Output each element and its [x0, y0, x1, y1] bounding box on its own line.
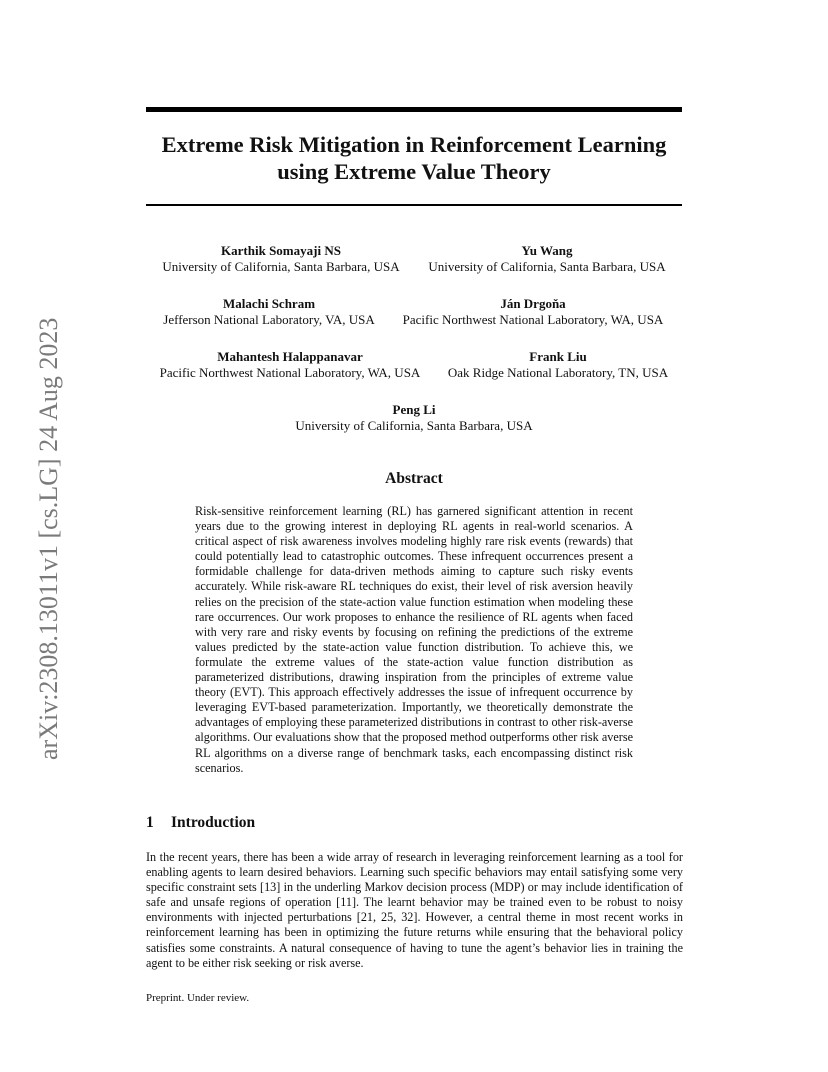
paper-title [140, 131, 688, 185]
title-bottom-rule [146, 204, 682, 206]
author-name: Yu Wang [521, 243, 573, 258]
author-block [150, 243, 412, 275]
author-name: Frank Liu [529, 349, 587, 364]
author-affiliation: University of California, Santa Barbara, USA [162, 259, 400, 274]
author-name: Ján Drgoňa [500, 296, 566, 311]
paper-title-line-2: using Extreme Value Theory [277, 159, 551, 184]
author-affiliation: University of California, Santa Barbara, USA [428, 259, 666, 274]
footer-note: Preprint. Under review. [146, 992, 250, 1004]
author-affiliation: Oak Ridge National Laboratory, TN, USA [447, 365, 669, 380]
section-number: 1 [146, 814, 154, 831]
author-affiliation: Pacific Northwest National Laboratory, WA, USA [159, 365, 421, 380]
arxiv-stamp: arXiv:2308.13011v1 [cs.LG] 24 Aug 2023 [34, 317, 63, 760]
author-name: Malachi Schram [222, 296, 316, 311]
introduction-body: In the recent years, there has been a wide array of research in leveraging reinforcement learning as a tool for enabling agents to learn desired behaviors. Learning such specific behaviors may entail satisfying some very specific constraint sets [13] in the underling Markov decision process (MDP) or may include identification of safe and unsafe regions of operation [11]. The learnt behavior may be trained even to be robust to noisy environments with injected perturbations [21, 25, 32]. However, a central theme in most recent works in reinforcement learning has been in optimizing the future returns while ensuring that the behavioral policy satisfies some constraints. A natural consequence of having to tune the agent’s behavior lies in training the agent to be either risk seeking or risk averse. [146, 850, 683, 970]
author-name: Karthik Somayaji NS [221, 243, 341, 258]
author-block [436, 349, 680, 381]
author-block [415, 243, 679, 275]
section-title: Introduction [171, 814, 256, 831]
author-block [150, 296, 388, 328]
author-block [390, 296, 676, 328]
paper-title-line-1: Extreme Risk Mitigation in Reinforcement Learning [161, 132, 667, 157]
author-affiliation: Pacific Northwest National Laboratory, WA, USA [402, 312, 664, 327]
author-block [147, 349, 433, 381]
abstract-body: Risk-sensitive reinforcement learning (RL) has garnered significant attention in recent years due to the growing interest in deploying RL agents in real-world scenarios. A critical aspect of risk awareness involves modeling highly rare risk events (rewards) that could potentially lead to catastrophic outcomes. These infrequent occurrences present a formidable challenge for data-driven methods aiming to capture such risky events accurately. While risk-aware RL techniques do exist, their level of risk aversion heavily relies on the precision of the state-action value function estimation when modeling these rare occurrences. Our work proposes to enhance the resilience of RL agents when faced with very rare and risky events by focusing on refining the predictions of the extreme values predicted by the state-action value function distribution. To achieve this, we formulate the extreme values of the state-action value function distribution as parameterized distributions, drawing inspiration from the principles of extreme value theory (EVT). This approach effectively addresses the issue of infrequent occurrence by leveraging EVT-based parameterization. Importantly, we theoretically demonstrate the advantages of employing these parameterized distributions in contrast to other risk-averse algorithms. Our evaluations show that the proposed method outperforms other risk averse RL algorithms on a diverse range of benchmark tasks, each encompassing distinct risk scenarios. [195, 504, 633, 775]
author-name: Mahantesh Halappanavar [217, 349, 363, 364]
section-heading [146, 814, 255, 832]
abstract-heading: Abstract [385, 470, 443, 487]
author-affiliation: University of California, Santa Barbara, USA [295, 418, 533, 433]
author-block [264, 402, 564, 434]
author-name: Peng Li [392, 402, 436, 417]
author-affiliation: Jefferson National Laboratory, VA, USA [163, 312, 375, 327]
title-top-rule [146, 107, 682, 112]
